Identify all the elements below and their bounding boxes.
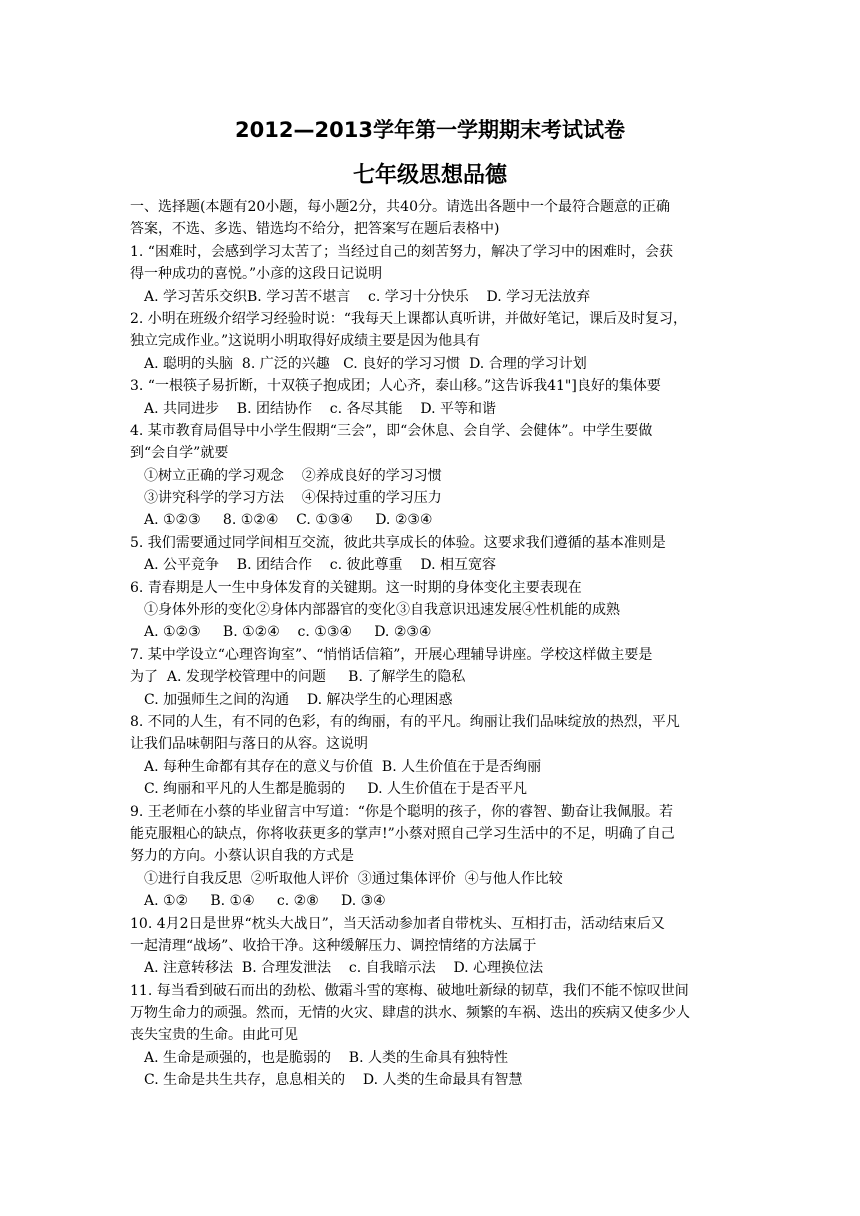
question-7: 7. 某中学设立“心理咨询室”、“悄悄话信箱”，开展心理辅导讲座。学校这样做主要是	[130, 646, 653, 663]
question-7-options: C. 加强师生之间的沟通 D. 解决学生的心理困惑	[144, 691, 453, 708]
question-1-options: A. 学习苦乐交织B. 学习苦不堪言 c. 学习十分快乐 D. 学习无法放弃	[144, 288, 591, 305]
question-4-options: A. ①②③ 8. ①②④ C. ①③④ D. ②③④	[144, 512, 433, 529]
question-8-options: C. 绚丽和平凡的人生都是脆弱的 D. 人生价值在于是否平凡	[144, 781, 527, 798]
question-9-cont: 努力的方向。小蔡认识自我的方式是	[130, 848, 354, 865]
question-2-options: A. 聪明的头脑 8. 广泛的兴趣 C. 良好的学习习惯 D. 合理的学习计划	[144, 355, 587, 372]
section-heading-cont: 答案，不选、多选、错选均不给分，把答案写在题后表格中)	[130, 221, 500, 238]
question-10-cont: 一起清理“战场”、收拾干净。这种缓解压力、调控情绪的方法属于	[130, 937, 537, 954]
question-5: 5. 我们需要通过同学间相互交流，彼此共享成长的体验。这要求我们遵循的基本准则是	[130, 534, 666, 551]
question-11: 11. 每当看到破石而出的劲松、傲霜斗雪的寒梅、破地吐新绿的韧草，我们不能不惊叹世间	[130, 982, 689, 999]
question-4: 4. 某市教育局倡导中小学生假期“三会”，即“会休息、会自学、会健体”。中学生要做	[130, 422, 653, 439]
exam-body	[130, 196, 740, 1092]
question-9-cont: 能克服粗心的缺点，你将收获更多的掌声!”小蔡对照自己学习生活中的不足，明确了自己	[130, 825, 675, 842]
question-6-statements: ①身体外形的变化②身体内部器官的变化③自我意识迅速发展④性机能的成熟	[144, 602, 620, 619]
question-10-options: A. 注意转移法 B. 合理发泄法 c. 自我暗示法 D. 心理换位法	[144, 960, 544, 977]
question-8-options: A. 每种生命都有其存在的意义与价值 B. 人生价值在于是否绚丽	[144, 758, 542, 775]
question-4-statements: ③讲究科学的学习方法 ④保持过重的学习压力	[144, 490, 442, 507]
question-4-cont: 到“会自学”就要	[130, 445, 229, 462]
question-2-cont: 独立完成作业。”这说明小明取得好成绩主要是因为他具有	[130, 333, 481, 350]
exam-subtitle: 七年级思想品德	[352, 163, 507, 188]
question-3-options: A. 共同进步 B. 团结协作 c. 各尽其能 D. 平等和谐	[144, 400, 496, 417]
question-9-statements: ①进行自我反思 ②听取他人评价 ③通过集体评价 ④与他人作比较	[144, 870, 563, 887]
question-3: 3. “一根筷子易折断，十双筷子抱成团；人心齐，泰山移。”这告诉我41"]良好的集体要	[130, 378, 661, 395]
question-9: 9. 王老师在小蔡的毕业留言中写道：“你是个聪明的孩子，你的睿智、勤奋让我佩服。若	[130, 803, 673, 820]
question-11-options: C. 生命是共生共存，息息相关的 D. 人类的生命最具有智慧	[144, 1072, 523, 1089]
question-11-cont: 丧失宝贵的生命。由此可见	[130, 1027, 298, 1044]
question-10: 10. 4月2日是世界“枕头大战日”，当天活动参加者自带枕头、互相打击，活动结束后又	[130, 915, 665, 932]
section-heading: 一、选择题(本题有20小题，每小题2分，共40分。请选出各题中一个最符合题意的正确	[130, 199, 670, 215]
question-7-cont: 为了 A. 发现学校管理中的问题 B. 了解学生的隐私	[130, 669, 466, 686]
question-11-options: A. 生命是顽强的，也是脆弱的 B. 人类的生命具有独特性	[144, 1049, 508, 1066]
question-5-options: A. 公平竞争 B. 团结合作 c. 彼此尊重 D. 相互宽容	[144, 557, 496, 574]
question-6: 6. 青春期是人一生中身体发育的关键期。这一时期的身体变化主要表现在	[130, 579, 582, 596]
exam-title: 2012—2013学年第一学期期末考试试卷	[235, 118, 625, 142]
question-4-statements: ①树立正确的学习观念 ②养成良好的学习习惯	[144, 467, 442, 484]
question-8-cont: 让我们品味朝阳与落日的从容。这说明	[130, 736, 368, 753]
question-9-options: A. ①② B. ①④ c. ②⑧ D. ③④	[144, 893, 386, 910]
question-6-options: A. ①②③ B. ①②④ c. ①③④ D. ②③④	[144, 624, 432, 641]
question-2: 2. 小明在班级介绍学习经验时说：“我每天上课都认真听讲，并做好笔记，课后及时复习，	[130, 310, 687, 327]
question-8: 8. 不同的人生，有不同的色彩，有的绚丽，有的平凡。绚丽让我们品味绽放的热烈，平凡	[130, 713, 680, 730]
question-11-cont: 万物生命力的顽强。然而，无情的火灾、肆虐的洪水、频繁的车祸、迭出的疾病又使多少人	[130, 1005, 690, 1022]
question-1: 1. “困难时，会感到学习太苦了；当经过自己的刻苦努力，解决了学习中的困难时，会获	[130, 243, 673, 260]
question-1-cont: 得一种成功的喜悦。”小彦的这段日记说明	[130, 266, 383, 283]
